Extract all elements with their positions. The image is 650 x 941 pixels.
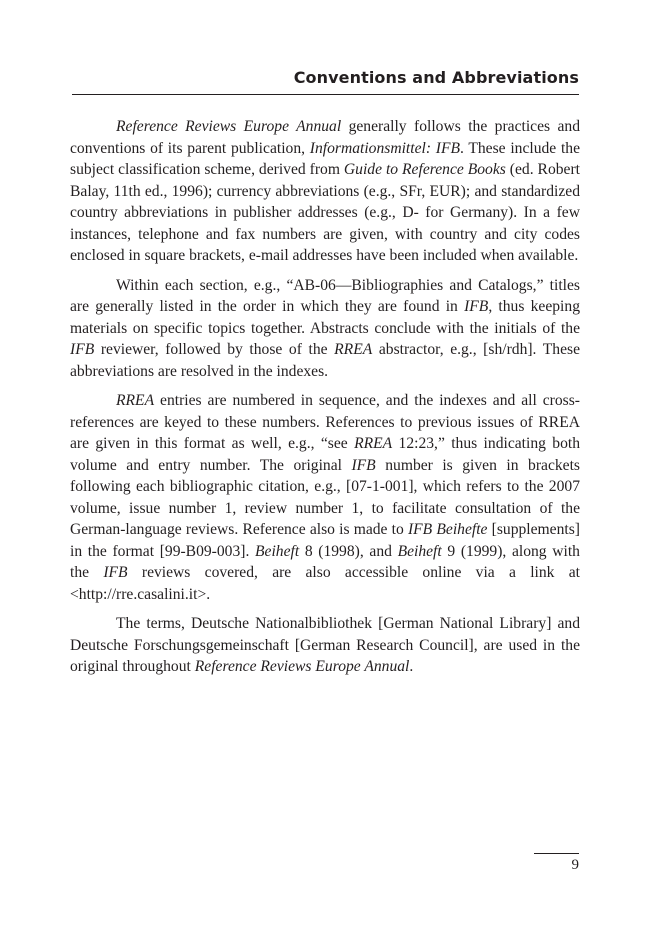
italic-text: RREA — [116, 392, 155, 409]
page-footer — [534, 853, 579, 873]
italic-text: IFB — [351, 456, 376, 474]
text-run: 12:23,” thus indicating both volume and entry number. The original — [70, 435, 580, 474]
italic-text: Reference Reviews Europe Annual — [116, 118, 342, 135]
text-run: generally follows the practices and conventions of its parent publication, — [70, 118, 580, 157]
italic-text: Beiheft — [255, 542, 300, 560]
paragraph — [70, 390, 580, 605]
paragraph — [70, 613, 580, 678]
italic-text: IFB — [103, 564, 128, 581]
italic-text: Guide to Reference Books — [343, 161, 506, 178]
page-number: 9 — [571, 857, 579, 873]
italic-text: IFB — [70, 341, 95, 358]
italic-text: RREA — [354, 435, 393, 452]
paragraph — [70, 116, 580, 267]
text-run: [supplements] in the format [99-B09-003]. — [70, 521, 580, 560]
italic-text: Informationsmittel: IFB — [309, 139, 461, 157]
italic-text: Beiheft — [397, 542, 442, 560]
text-run: entries are numbered in sequence, and the indexes and all cross-references are keyed to these numbers. References to previous issues of RREA are given in this format as well, e.g., “see — [70, 392, 580, 452]
text-run: 8 (1998), and — [299, 542, 398, 560]
italic-text: RREA — [334, 341, 373, 358]
italic-text: IFB Beihefte — [407, 521, 488, 538]
text-run: . These include the subject classification scheme, derived from — [70, 139, 581, 178]
page-title: Conventions and Abbreviations — [293, 68, 579, 87]
italic-text: IFB — [464, 298, 489, 315]
body-text — [70, 116, 580, 686]
text-run: The terms, Deutsche Nationalbibliothek [German National Library] and Deutsche Forschungsgemeinschaft [German Research Council], are used in the original throughout — [70, 615, 580, 675]
text-run: abstractor, e.g., [sh/rdh]. These abbreviations are resolved in the indexes. — [70, 341, 580, 380]
paragraph — [70, 275, 580, 383]
text-run: reviews covered, are also accessible online via a link at <http://rre.casalini.it>. — [70, 564, 581, 603]
text-run: number is given in brackets following each bibliographic citation, e.g., [07-1-001], which refers to the 2007 volume, issue number 1, review number 1, to facilitate consultation of the German-language reviews. Reference also is made to — [70, 456, 580, 538]
text-run: reviewer, followed by those of the — [94, 341, 335, 358]
italic-text: Reference Reviews Europe Annual — [194, 658, 410, 675]
text-run: (ed. Robert Balay, 11th ed., 1996); currency abbreviations (e.g., SFr, EUR); and standardized country abbreviations in publisher addresses (e.g., D- for Germany). In a few instances, telephone and fax numbers are given, with country and city codes enclosed in square brackets, e-mail addresses have been included when available. — [70, 161, 580, 264]
page-header — [72, 60, 579, 95]
text-run: . — [409, 658, 414, 675]
text-run: , thus keeping materials on specific topics together. Abstracts conclude with the initials of the — [70, 298, 580, 337]
text-run: 9 (1999), along with the — [70, 542, 580, 581]
text-run: Within each section, e.g., “AB-06—Bibliographies and Catalogs,” titles are generally listed in the order in which they are found in — [70, 276, 580, 315]
